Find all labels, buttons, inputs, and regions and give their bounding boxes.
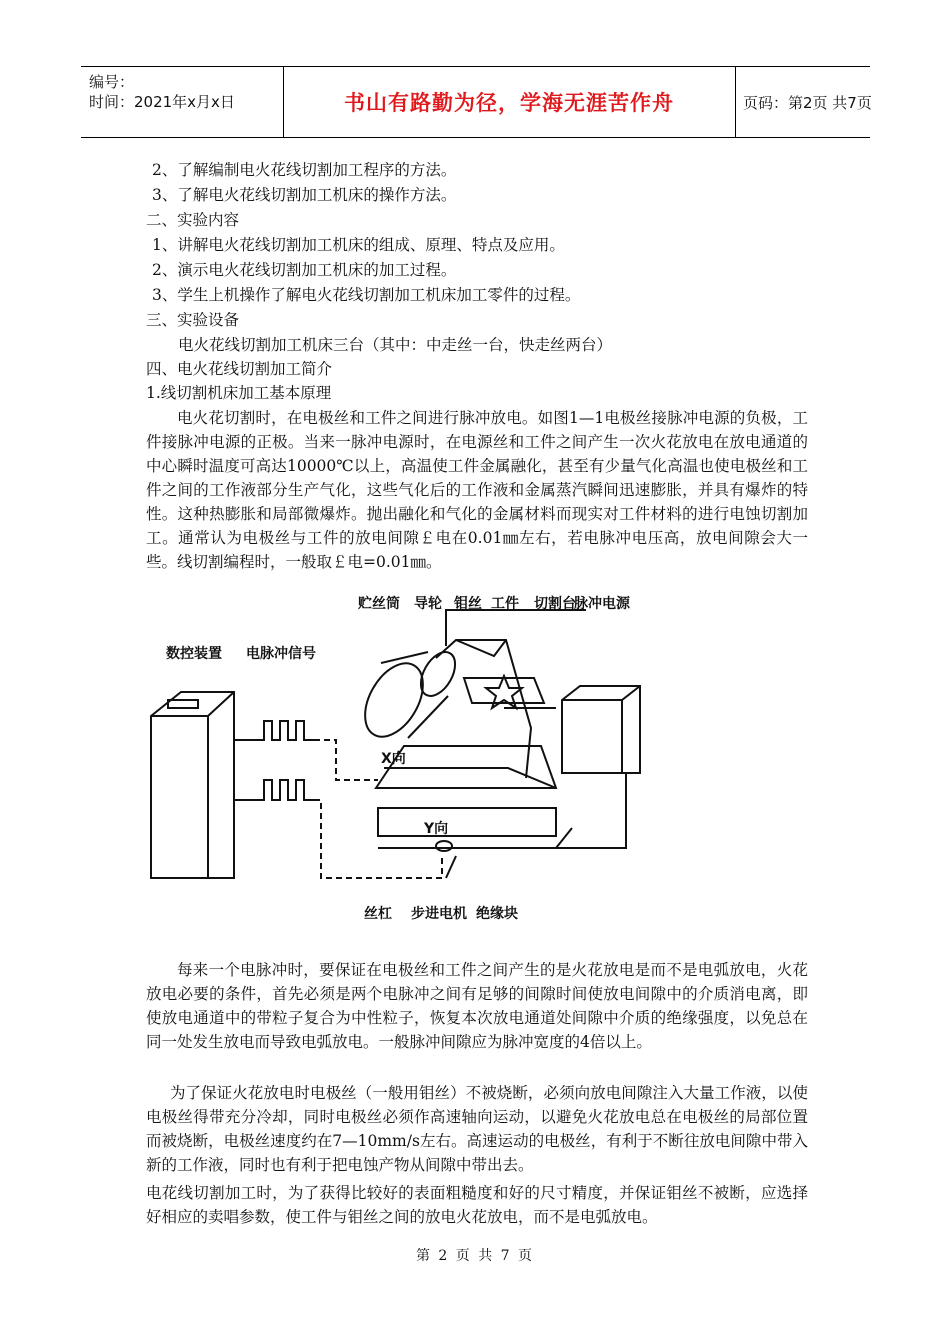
motto: 书山有路勤为径，学海无涯苦作舟: [344, 91, 674, 115]
header-page-cell: [735, 67, 878, 137]
text-line: 3、了解电火花线切割加工机床的操作方法。: [152, 186, 457, 204]
subsection-heading: 1.线切割机床加工基本原理: [146, 384, 332, 402]
label-workpiece: 工件: [491, 596, 519, 612]
label-insulation-block: 绝缘块: [476, 906, 518, 922]
header-motto-cell: [283, 67, 736, 137]
text-line: 3、学生上机操作了解电火花线切割加工机床加工零件的过程。: [152, 286, 581, 304]
label-cutting-table: 切割台: [534, 596, 576, 612]
label-guide-wheel: 导轮: [414, 596, 442, 612]
paragraph-parameters: 电花线切割加工时，为了获得比较好的表面粗糙度和好的尺寸精度，并保证钼丝不被断，应选择好相应的卖唱参数，使工件与钼丝之间的放电火花放电，而不是电弧放电。: [146, 1184, 808, 1226]
label-x-direction: X向: [381, 751, 406, 767]
section-heading: 四、电火花线切割加工简介: [146, 360, 333, 378]
paragraph-principle: 电火花切割时，在电极丝和工件之间进行脉冲放电。如图1—1电极丝接脉冲电源的负极，工件接脉冲电源的正极。当来一脉冲电源时，在电源丝和工件之间产生一次火花放电在放电通道的中心瞬时温度可高达10000℃以上，高温使工件金属融化，甚至有少量气化高温也使电极丝和工件之间的工作液部分生产气化，这些气化后的工作液和金属蒸汽瞬间迅速膨胀，并具有爆炸的特性。这种热膨胀和局部微爆炸。抛出融化和气化的金属材料而现实对工件材料的进行电蚀切割加工。通常认为电极丝与工件的放电间隙￡电在0.01㎜左右，若电脉冲电压高，放电间隙会大一些。线切割编程时，一般取￡电=0.01㎜。: [146, 409, 808, 571]
label-stepper-motor: 步进电机: [411, 906, 467, 922]
paragraph-cooling: 为了保证火花放电时电极丝（一般用钼丝）不被烧断，必须向放电间隙注入大量工作液，以使电极丝得带充分冷却，同时电极丝必须作高速轴向运动，以避免火花放电总在电极丝的局部位置而被烧断，电极丝速度约在7—10mm/s左右。高速运动的电极丝，有利于不断往放电间隙中带入新的工作液，同时也有利于把电蚀产物从间隙中带出去。: [146, 1084, 808, 1174]
section-heading: 三、实验设备: [146, 311, 240, 329]
label-y-direction: Y向: [424, 821, 449, 837]
header-info: [81, 67, 284, 137]
page-footer: 第 2 页 共 7 页: [415, 1248, 535, 1264]
label-storage-drum: 贮丝筒: [358, 596, 400, 612]
section-heading: 二、实验内容: [146, 211, 240, 229]
label-lead-screw: 丝杠: [364, 906, 392, 922]
page-header: [81, 66, 870, 138]
label-pulse-supply: 脉冲电源: [574, 596, 630, 612]
paragraph-spark-condition: 每来一个电脉冲时，要保证在电极丝和工件之间产生的是火花放电是而不是电弧放电，火花放电必要的条件，首先必须是两个电脉冲之间有足够的间隙时间使放电间隙中的介质消电离，即使放电通道中的带粒子复合为中性粒子，恢复本次放电通道处间隙中介质的绝缘强度，以免总在同一处发生放电而导致电弧放电。一般脉冲间隙应为脉冲宽度的4倍以上。: [146, 961, 808, 1051]
text-line: 2、演示电火花线切割加工机床的加工过程。: [152, 261, 457, 279]
text-line: 2、了解编制电火花线切割加工程序的方法。: [152, 161, 457, 179]
text-line: 电火花线切割加工机床三台（其中：中走丝一台，快走丝两台）: [178, 336, 613, 354]
text-line: 1、讲解电火花线切割加工机床的组成、原理、特点及应用。: [152, 236, 565, 254]
page-label: 页码：第2页 共7页: [743, 93, 872, 112]
label-molybdenum-wire: 钼丝: [454, 596, 482, 612]
label-cnc-device: 数控装置: [166, 646, 222, 662]
wire-edm-diagram: [146, 588, 630, 928]
date-label: 时间：2021年x月x日: [89, 93, 235, 111]
label-pulse-signal: 电脉冲信号: [246, 646, 316, 662]
number-label: 编号：: [89, 73, 135, 91]
